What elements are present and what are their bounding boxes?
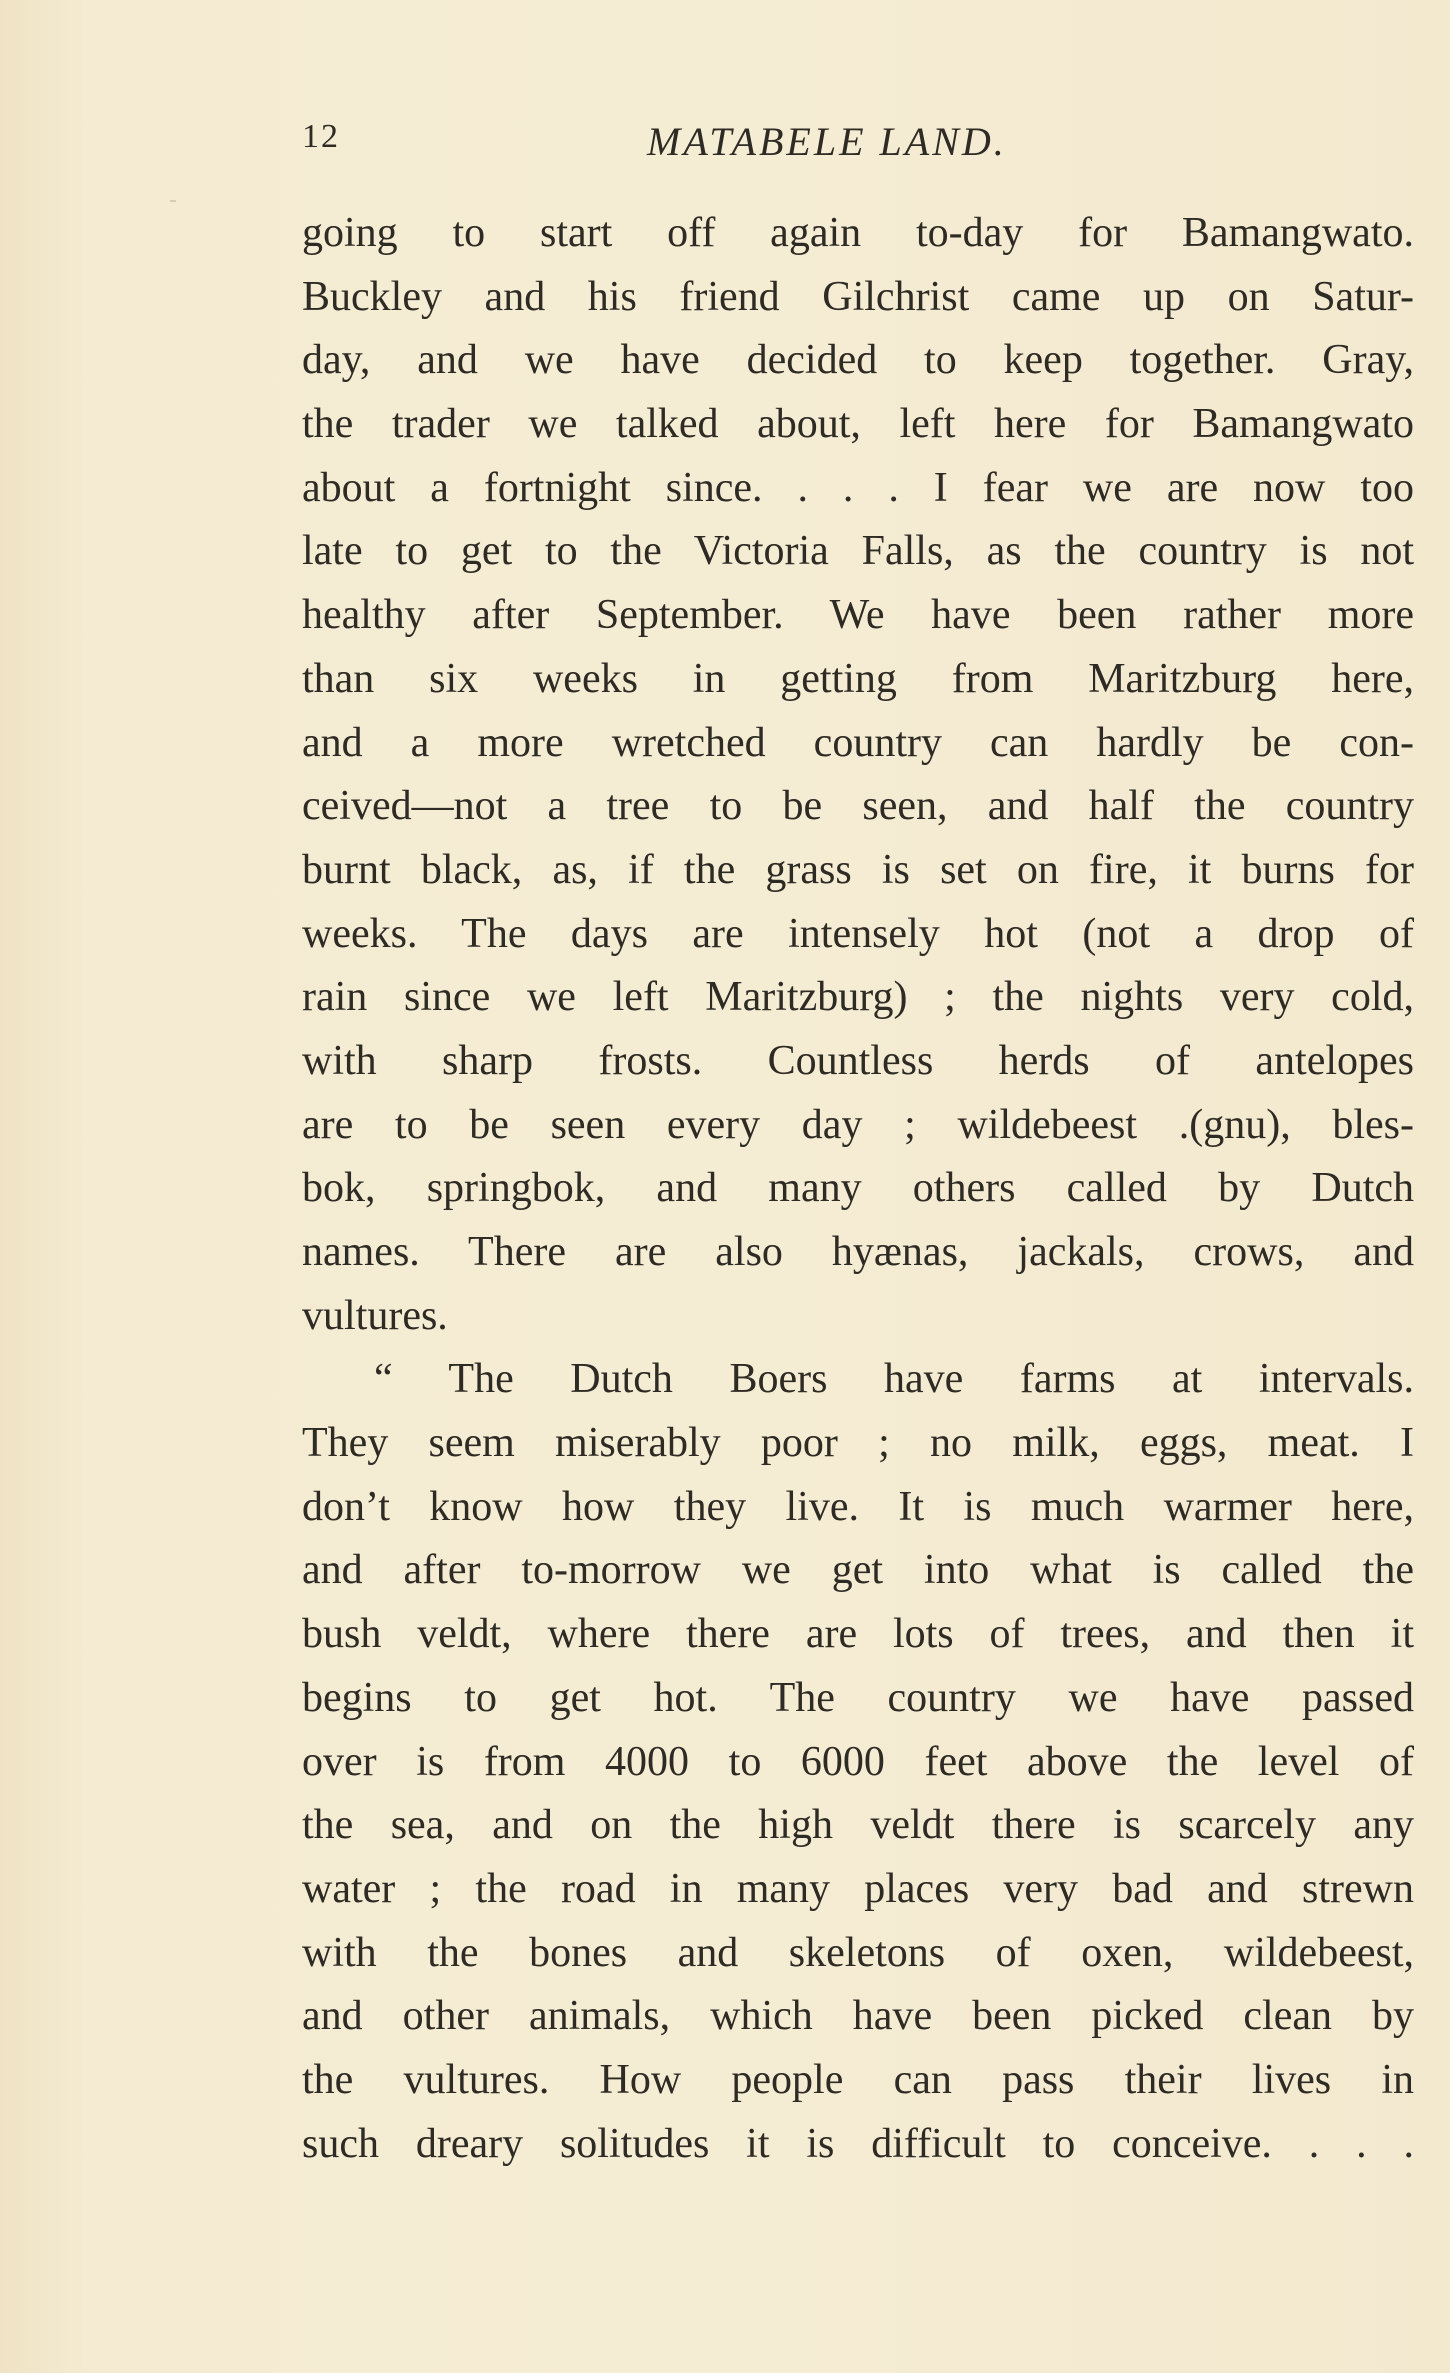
margin-mark	[170, 200, 176, 202]
text-line: “ The Dutch Boers have farms at intervals.	[374, 1356, 1414, 1403]
page-number: 12	[302, 118, 340, 155]
text-line: with the bones and skeletons of oxen, wildebeest,	[302, 1929, 1414, 1976]
text-line: vultures.	[302, 1292, 448, 1339]
text-line: over is from 4000 to 6000 feet above the level of	[302, 1738, 1414, 1785]
text-line: ceived—not a tree to be seen, and half the country	[302, 783, 1414, 830]
text-line: rain since we left Maritzburg) ; the nights very cold,	[302, 974, 1414, 1021]
body-text	[302, 202, 1414, 2176]
text-line: going to start off again to-day for Bamangwato.	[302, 210, 1414, 256]
text-line: than six weeks in getting from Maritzburg here,	[302, 655, 1414, 702]
text-line: Buckley and his friend Gilchrist came up on Satur-	[302, 273, 1414, 320]
text-line: the trader we talked about, left here for Bamangwato	[302, 401, 1414, 448]
text-line: the vultures. How people can pass their lives in	[302, 2056, 1414, 2103]
text-line: don’t know how they live. It is much warmer here,	[302, 1483, 1414, 1530]
text-line: and other animals, which have been picked clean by	[302, 1993, 1414, 2040]
text-line: begins to get hot. The country we have passed	[302, 1674, 1414, 1721]
text-line: with sharp frosts. Countless herds of antelopes	[302, 1037, 1414, 1084]
text-line: such dreary solitudes it is difficult to conceive. . . .	[302, 2120, 1414, 2167]
text-line: water ; the road in many places very bad and strewn	[302, 1865, 1414, 1912]
text-line: names. There are also hyænas, jackals, crows, and	[302, 1229, 1414, 1275]
text-line: about a fortnight since. . . . I fear we are now too	[302, 464, 1414, 511]
text-line: burnt black, as, if the grass is set on fire, it burns for	[302, 846, 1414, 893]
text-line: day, and we have decided to keep together. Gray,	[302, 337, 1414, 384]
text-line: They seem miserably poor ; no milk, eggs, meat. I	[302, 1420, 1414, 1467]
text-line: are to be seen every day ; wildebeest .(gnu), bles-	[302, 1101, 1414, 1148]
text-line: healthy after September. We have been rather more	[302, 592, 1414, 639]
text-line: bush veldt, where there are lots of trees, and then it	[302, 1611, 1414, 1658]
text-line: the sea, and on the high veldt there is scarcely any	[302, 1802, 1414, 1849]
text-line: bok, springbok, and many others called by Dutch	[302, 1165, 1414, 1212]
page-header	[302, 118, 1414, 168]
text-line: and a more wretched country can hardly be con-	[302, 719, 1414, 766]
text-line: late to get to the Victoria Falls, as the country is not	[302, 528, 1414, 575]
running-title: MATABELE LAND.	[647, 119, 1007, 164]
text-line: and after to-morrow we get into what is called the	[302, 1547, 1414, 1594]
text-line: weeks. The days are intensely hot (not a drop of	[302, 910, 1414, 957]
